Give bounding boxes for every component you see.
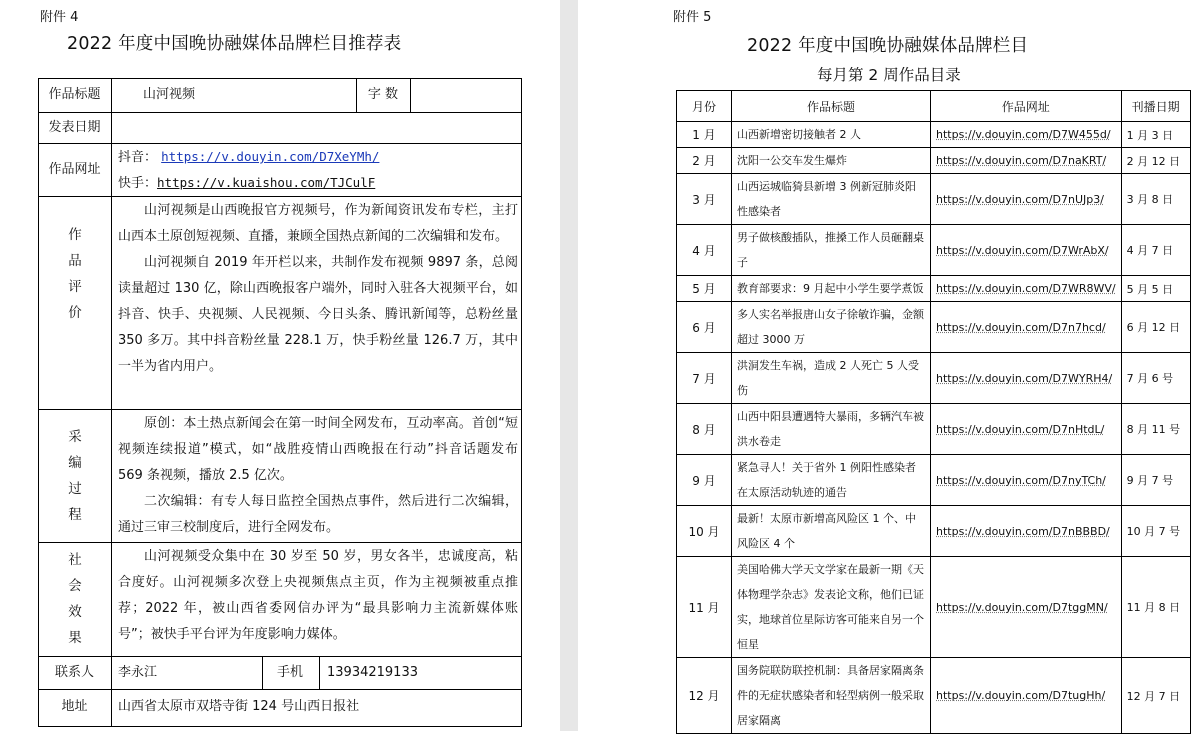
row-date: 7 月 6 号 xyxy=(1121,353,1190,404)
row-title: 山西新增密切接触者 2 人 xyxy=(732,122,931,148)
editing-paragraph-2: 二次编辑：有专人每日监控全国热点事件，然后进行二次编辑，通过三审三校制度后，进行全网发布。 xyxy=(118,494,518,535)
row-date: 6 月 12 日 xyxy=(1121,302,1190,353)
row-title: 多人实名举报唐山女子徐敏诈骗，金额超过 3000 万 xyxy=(732,302,931,353)
evaluation-paragraph-2: 山河视频自 2019 年开栏以来，共制作发布视频 9897 条，总阅读量超过 130 亿，除山西晚报客户端外，同时入驻各大视频平台，如抖音、快手、央视频、人民视频、今日头条、腾讯新闻等，总粉丝量 350 多万。其中抖音粉丝量 228.1 万，快手粉丝量 126.7 万，其中一半为省内用户。 xyxy=(118,255,518,374)
label-phone: 手机 xyxy=(277,665,304,680)
row-title: 山西运城临猗县新增 3 例新冠肺炎阳性感染者 xyxy=(732,174,931,225)
row-url xyxy=(931,658,1122,734)
row-url-link[interactable]: https://v.douyin.com/D7nHtdL/ xyxy=(936,422,1105,436)
row-url xyxy=(931,557,1122,658)
label-contact: 联系人 xyxy=(54,665,94,680)
monthly-works-table xyxy=(676,90,1191,734)
kuaishou-url-link[interactable]: https://v.kuaishou.com/TJCulF xyxy=(157,175,376,190)
table-row xyxy=(677,174,1191,225)
row-title: 沈阳一公交车发生爆炸 xyxy=(732,148,931,174)
row-url-link[interactable]: https://v.douyin.com/D7WYRH4/ xyxy=(936,371,1113,385)
row-title: 紧急寻人！关于省外 1 例阳性感染者在太原活动轨迹的通告 xyxy=(732,455,931,506)
row-month: 12 月 xyxy=(677,658,732,734)
row-date: 4 月 7 日 xyxy=(1121,225,1190,276)
row-date: 9 月 7 号 xyxy=(1121,455,1190,506)
row-url-link[interactable]: https://v.douyin.com/D7WR8WV/ xyxy=(936,282,1116,295)
row-url xyxy=(931,148,1122,174)
row-url xyxy=(931,302,1122,353)
label-address: 地址 xyxy=(61,699,88,714)
table-row xyxy=(677,353,1191,404)
annex-label-4: 附件 4 xyxy=(40,10,79,25)
row-date: 5 月 5 日 xyxy=(1121,276,1190,302)
row-date: 1 月 3 日 xyxy=(1121,122,1190,148)
left-document-page: 附件 4 2022 年度中国晚协融媒体品牌栏目推荐表 作品标题 山河视频 字 数 发表日期 作品网址 抖音： https://v.douyin.com/D7XeYMh/ 快手：https://v.kuaishou.com/TJCulF 作 品 评 价 山河视频是山西晚报官方视频号，作为新闻资讯发布专栏，主打山西本土原创短视频、直播，兼顾全国热点新闻的二次编辑和发布。 山河视频自 2019 年开栏以来，共制作发布视频 9897 条，总阅读量超过 130 亿，除山西晚报客户端外，同时入驻各大视频平台，如抖音、快手、央视频、人民视频、今日头条、腾讯新闻等，总粉丝量 350 多万。其中抖音粉丝量 228.1 万，快手粉丝量 126.7 万，其中一半为省内用户。 采 编 过 程 原创：本土热点新闻会在第一时间全网发布，互动率高。首创“短视频连续报道”模式，如“战胜疫情山西晚报在行动”抖音话题发布 569 条视频，播放 2.5 亿次。 二次编辑：有专人每日监控全国热点事件，然后进行二次编辑，通过三审三校制度后，进行全网发布。 社 会 效 果 山河视频受众集中在 30 岁至 50 岁，男女各半，忠诚度高，粘合度好。山河视频多次登上央视频焦点主页，作为主视频被重点推荐；2022 年，被山西省委网信办评为“最具影响力主流新媒体账号”；被快手平台评为年度影响力媒体。 联系人 李永江 手机 13934219133 地址 山西省太原市双塔寺街 124 号山西日报社 xyxy=(0,0,560,731)
editing-paragraph-1: 原创：本土热点新闻会在第一时间全网发布，互动率高。首创“短视频连续报道”模式，如“战胜疫情山西晚报在行动”抖音话题发布 569 条视频，播放 2.5 亿次。 xyxy=(118,416,518,483)
row-url-link[interactable]: https://v.douyin.com/D7tugHh/ xyxy=(936,689,1106,702)
header-date: 刊播日期 xyxy=(1121,91,1190,122)
social-effect-text xyxy=(118,544,518,648)
row-url xyxy=(931,276,1122,302)
header-title: 作品标题 xyxy=(732,91,931,122)
row-month: 4 月 xyxy=(677,225,732,276)
row-month: 3 月 xyxy=(677,174,732,225)
row-url xyxy=(931,404,1122,455)
row-title: 美国哈佛大学天文学家在最新一期《天体物理学杂志》发表论文称，他们已证实，地球首位星际访客可能来自另一个恒星 xyxy=(732,557,931,658)
row-title: 洪洞发生车祸，造成 2 人死亡 5 人受伤 xyxy=(732,353,931,404)
row-url-link[interactable]: https://v.douyin.com/D7nyTCh/ xyxy=(936,473,1106,487)
douyin-url-link[interactable]: https://v.douyin.com/D7XeYMh/ xyxy=(161,149,380,164)
row-url-link[interactable]: https://v.douyin.com/D7WrAbX/ xyxy=(936,243,1109,257)
row-url-link[interactable]: https://v.douyin.com/D7W455d/ xyxy=(936,128,1111,141)
row-title: 教育部要求：9 月起中小学生要学煮饭 xyxy=(732,276,931,302)
row-url xyxy=(931,122,1122,148)
row-url-link[interactable]: https://v.douyin.com/D7nBBBD/ xyxy=(936,524,1110,538)
work-title-value: 山河视频 xyxy=(143,87,196,102)
row-month: 6 月 xyxy=(677,302,732,353)
header-url: 作品网址 xyxy=(931,91,1122,122)
kuaishou-label: 快手： xyxy=(118,176,158,191)
evaluation-text xyxy=(118,198,518,380)
douyin-label: 抖音： xyxy=(118,150,158,165)
header-month: 月份 xyxy=(677,91,732,122)
kuaishou-url-line xyxy=(118,170,375,196)
annex-label-5: 附件 5 xyxy=(673,10,712,25)
row-url xyxy=(931,225,1122,276)
row-url xyxy=(931,174,1122,225)
label-word-count: 字 数 xyxy=(367,87,399,102)
row-date: 8 月 11 号 xyxy=(1121,404,1190,455)
label-publish-date: 发表日期 xyxy=(48,120,101,135)
contact-value: 李永江 xyxy=(118,665,158,680)
row-date: 11 月 8 日 xyxy=(1121,557,1190,658)
row-month: 7 月 xyxy=(677,353,732,404)
table-row xyxy=(677,455,1191,506)
row-title: 最新！太原市新增高风险区 1 个、中风险区 4 个 xyxy=(732,506,931,557)
page-gutter xyxy=(560,0,578,731)
label-work-url: 作品网址 xyxy=(48,162,101,177)
evaluation-paragraph-1: 山河视频是山西晚报官方视频号，作为新闻资讯发布专栏，主打山西本土原创短视频、直播，兼顾全国热点新闻的二次编辑和发布。 xyxy=(118,203,518,244)
recommendation-form-title: 2022 年度中国晚协融媒体品牌栏目推荐表 xyxy=(67,34,402,54)
row-month: 10 月 xyxy=(677,506,732,557)
table-row xyxy=(677,557,1191,658)
row-date: 2 月 12 日 xyxy=(1121,148,1190,174)
table-row xyxy=(677,302,1191,353)
catalog-subtitle: 每月第 2 周作品目录 xyxy=(817,66,961,84)
row-title: 国务院联防联控机制：具备居家隔离条件的无症状感染者和轻型病例一般采取居家隔离 xyxy=(732,658,931,734)
table-header-row xyxy=(677,91,1191,122)
row-month: 2 月 xyxy=(677,148,732,174)
row-date: 3 月 8 日 xyxy=(1121,174,1190,225)
row-url xyxy=(931,353,1122,404)
phone-value: 13934219133 xyxy=(327,665,418,680)
row-month: 5 月 xyxy=(677,276,732,302)
row-url xyxy=(931,506,1122,557)
row-url-link[interactable]: https://v.douyin.com/D7naKRT/ xyxy=(936,154,1107,167)
table-row xyxy=(677,225,1191,276)
address-value: 山西省太原市双塔寺街 124 号山西日报社 xyxy=(118,699,360,714)
row-month: 11 月 xyxy=(677,557,732,658)
row-month: 1 月 xyxy=(677,122,732,148)
table-row xyxy=(677,276,1191,302)
row-date: 12 月 7 日 xyxy=(1121,658,1190,734)
table-row xyxy=(677,506,1191,557)
row-url-link[interactable]: https://v.douyin.com/D7n7hcd/ xyxy=(936,320,1106,334)
row-url xyxy=(931,455,1122,506)
table-row xyxy=(677,658,1191,734)
row-date: 10 月 7 号 xyxy=(1121,506,1190,557)
table-row xyxy=(677,148,1191,174)
douyin-url-line xyxy=(118,144,379,170)
row-month: 9 月 xyxy=(677,455,732,506)
row-month: 8 月 xyxy=(677,404,732,455)
catalog-title: 2022 年度中国晚协融媒体品牌栏目 xyxy=(747,36,1029,56)
editing-text xyxy=(118,411,518,541)
table-row xyxy=(677,122,1191,148)
row-url-link[interactable]: https://v.douyin.com/D7nUJp3/ xyxy=(936,192,1104,206)
row-title: 男子做核酸插队，推搡工作人员砸翻桌子 xyxy=(732,225,931,276)
row-url-link[interactable]: https://v.douyin.com/D7tggMN/ xyxy=(936,600,1108,614)
row-title: 山西中阳县遭遇特大暴雨，多辆汽车被洪水卷走 xyxy=(732,404,931,455)
label-work-title: 作品标题 xyxy=(48,87,101,102)
table-row xyxy=(677,404,1191,455)
social-effect-paragraph-1: 山河视频受众集中在 30 岁至 50 岁，男女各半，忠诚度高，粘合度好。山河视频多次登上央视频焦点主页，作为主视频被重点推荐；2022 年，被山西省委网信办评为“最具影响力主流新媒体账号”；被快手平台评为年度影响力媒体。 xyxy=(118,549,518,642)
